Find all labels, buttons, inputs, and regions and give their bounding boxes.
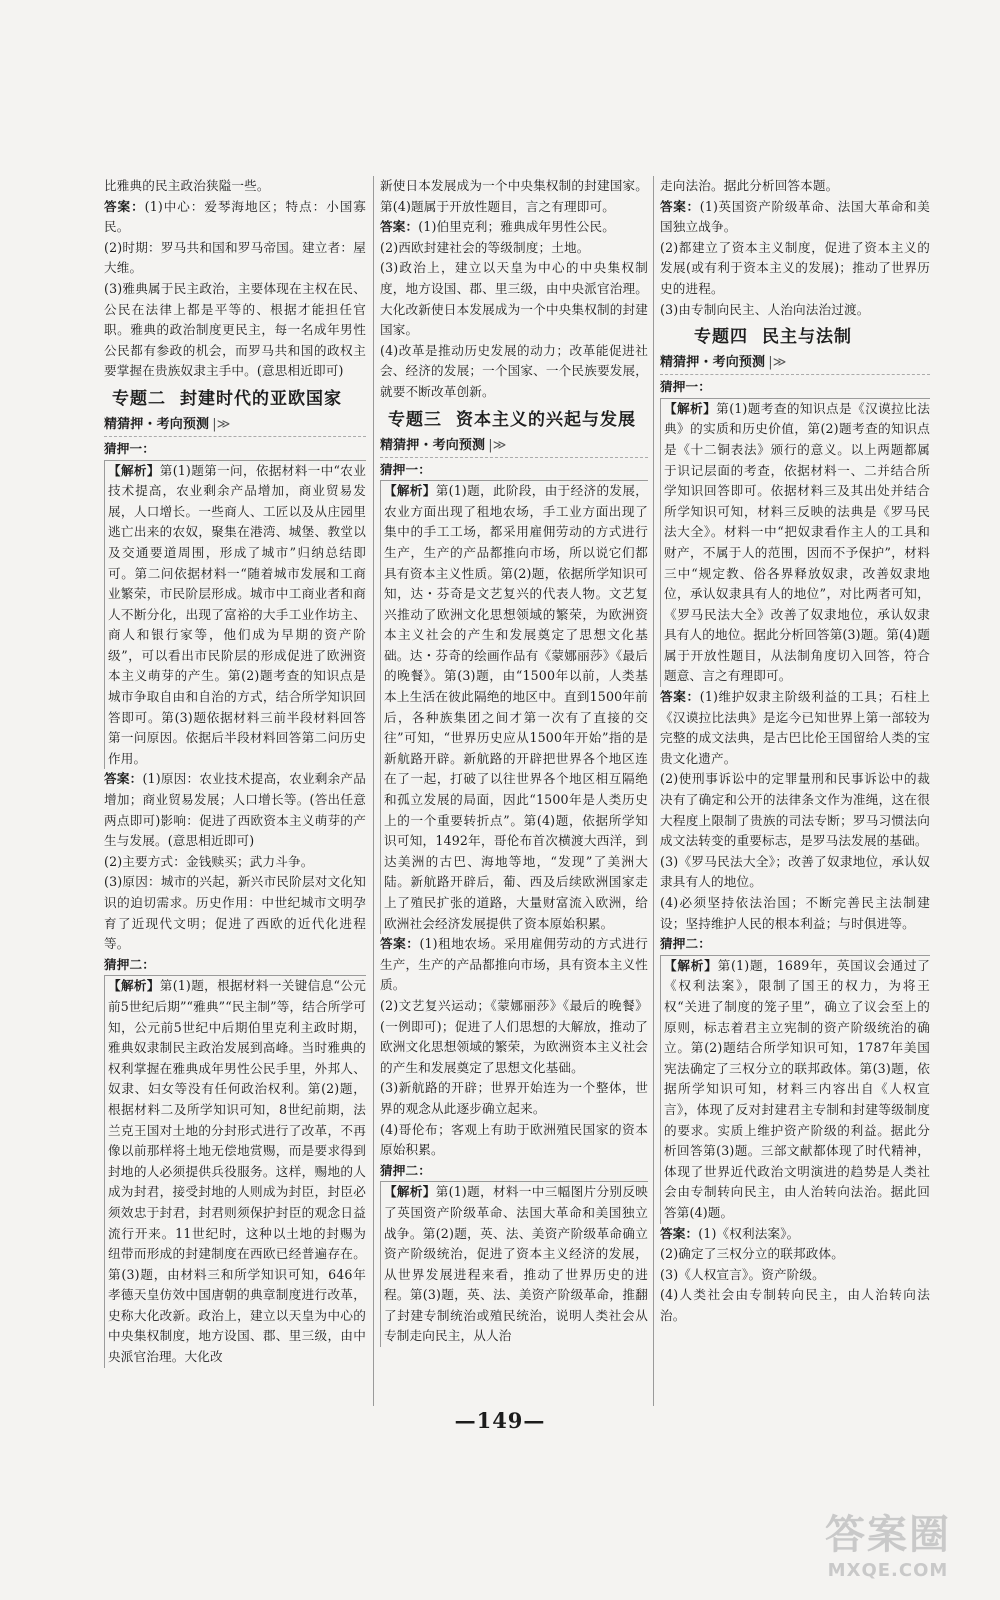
answer-block [380,934,648,996]
answer-block [104,769,366,851]
section-heading [694,324,930,350]
guess-label: 猜押一： [380,461,431,477]
banner-arrow-icon: |≫ [768,355,787,371]
section-number: 专题四 [694,327,748,348]
analysis-text: 第(1)题，此阶段，由于经济的发展，农业方面出现了租地农场，手工业方面出现了集中的手工工场，都采用雇佣劳动的方式进行生产，生产的产品都推向市场，所以说它们都具有资本主义性质。第(2)题，依据所学知识可知，达・芬奇是文艺复兴的代表人物。文艺复兴推动了欧洲文化思想领域的繁荣，为欧洲资本主义社会的产生和发展奠定了思想文化基础。达・芬奇的绘画作品有《蒙娜丽莎》《最后的晚餐》。第(3)题，由“1500年以前，人类基本上生活在彼此隔绝的地区中。直到1500年前后，各种族集团之间才第一次有了直接的交往”可知，“世界历史应从1500年开始”指的是新航路开辟。新航路的开辟把世界各个地区连在了一起，打破了以往世界各个地区相互隔绝和孤立发展的局面，因此“1500年是人类历史上的一个重要转折点”。第(4)题，依据所学知识可知，1492年，哥伦布首次横渡大西洋，到达美洲的古巴、海地等地，“发现”了美洲大陆。新航路开辟后，葡、西及后续欧洲国家走上了殖民扩张的道路，大量财富流入欧洲，给欧洲社会经济发展提供了资本原始积累。 [384,483,648,931]
answer-block [660,687,930,769]
analysis-label: 【解析】 [664,957,718,973]
answer-item: (3)原因：城市的兴起，新兴市民阶层对文化知识的迫切需求。历史作用：中世纪城市文明孕育了近现代文明；促进了西欧的近代化进程等。 [104,874,366,952]
answer-item: (1)租地农场。采用雇佣劳动的方式进行生产，生产的产品都推向市场，具有资本主义性质。 [380,936,648,993]
section-number: 专题二 [112,388,166,409]
answer-label: 答案： [104,198,145,214]
text-continued: 走向法治。据此分析回答本题。 [660,178,839,193]
answer-item: (1)英国资产阶级革命、法国大革命和美国独立战争。 [660,198,930,235]
answer-item: (1)维护奴隶主阶级利益的工具；石柱上《汉谟拉比法典》是迄今已知世界上第一部较为完整的成文法典，是古巴比伦王国留给人类的宝贵文化遗产。 [660,689,930,766]
guess-label: 猜押二： [380,1162,431,1178]
column-divider [653,176,654,1406]
banner-label: 精猜押・考向预测 [380,437,486,453]
answer-item: (1)原因：农业技术提高，农业剩余产品增加；商业贸易发展；人口增长等。(答出任意两点即可)影响：促进了西欧资本主义萌芽的产生与发展。(意思相近即可) [104,771,366,849]
answer-item: (3)雅典属于民主政治，主要体现在主权在民、公民在法律上都是平等的、根据才能担任官职。雅典的政治制度更民主，每一名成年男性公民都有参政的机会，而罗马共和国的政权主要掌握在贵族奴隶主手中。(意思相近即可) [104,280,366,379]
analysis-block [660,955,930,1224]
column-divider [373,176,374,1406]
answer-item: (1)中心：爱琴海地区；特点：小国寡民。 [104,198,366,235]
answer-label: 答案： [380,219,419,235]
answer-item: (2)确定了三权分立的联邦政体。 [660,1246,844,1262]
answer-item: (4)必须坚持依法治国；不断完善民主法制建设；坚持维护人民的根本利益；与时俱进等。 [660,895,930,931]
guess-label: 猜押一： [660,379,711,395]
analysis-label: 【解析】 [664,400,717,416]
guess-label: 猜押一： [104,440,155,456]
answer-block [660,197,930,238]
column-2 [380,176,648,1347]
answer-item: (4)哥伦布；客观上有助于欧洲殖民国家的资本原始积累。 [380,1121,648,1158]
analysis-text: 第(1)题，材料一中三幅图片分别反映了英国资产阶级革命、法国大革命和美国独立战争。第(2)题，英、法、美资产阶级革命确立资产阶级统治，促进了资本主义经济的发展，从世界发展进程来看，推动了世界历史的进程。第(3)题，英、法、美资产阶级革命，推翻了封建专制统治或殖民统治，说明人类社会从专制走向民主，从人治 [384,1184,648,1344]
analysis-block [104,975,366,1367]
answer-label: 答案： [660,1225,699,1241]
guess-label: 猜押二： [660,936,711,952]
analysis-text: 第(1)题考查的知识点是《汉谟拉比法典》的实质和历史价值，第(2)题考查的知识点是《十二铜表法》颁行的意义。以上两题都属于识记层面的考查，依据材料一、二并结合所学知识回答即可。依据材料三及其出处并结合所学知识可知，材料三反映的法典是《罗马民法大全》。材料一中“把奴隶看作主人的工具和财产，不属于人的范围，因而不予保护”，材料三中“规定教、俗各界释放奴隶，改善奴隶地位，承认奴隶具有人的地位”，对比两者可知，《罗马民法大全》改善了奴隶地位，承认奴隶具有人的地位。据此分析回答第(3)题。第(4)题属于开放性题目，从法制角度切入回答，符合题意、言之有理即可。 [664,400,930,684]
section-heading [388,407,648,433]
answer-block [660,1224,930,1245]
banner-label: 精猜押・考向预测 [660,355,766,371]
analysis-label: 【解析】 [108,978,160,994]
answer-label: 答案： [660,198,700,214]
page-number: —149— [454,1408,546,1433]
answer-item: (2)使刑事诉讼中的定罪量刑和民事诉讼中的裁决有了确定和公开的法律条文作为准绳，这在很大程度上限制了贵族的司法专断；罗马习惯法向成文法转变的重要标志，是罗马法发展的基础。 [660,771,930,849]
banner-arrow-icon: |≫ [212,416,231,432]
watermark-sub: MXQE.COM [827,1560,949,1581]
analysis-block [380,1181,648,1347]
analysis-label: 【解析】 [384,1184,436,1200]
analysis-text: 第(1)题，1689年，英国议会通过了《权利法案》，限制了国王的权力，为将王权“关进了制度的笼子里”，确立了议会至上的原则，标志着君主立宪制的资产阶级统治的确立。第(2)题结合所学知识可知，1787年美国宪法确定了三权分立的联邦政体。第(3)题，依据所学知识可知，材料三内容出自《人权宣言》，体现了反对封建君主专制和封建等级制度的要求。实质上维护资产阶级的利益。据此分析回答第(3)题。三部文献都体现了时代精神，体现了世界近代政治文明演进的趋势是人类社会由专制转向民主，由人治转向法治。据此回答第(4)题。 [664,957,930,1220]
analysis-text: 第(1)题，根据材料一关键信息“公元前5世纪后期”“雅典”“民主制”等，结合所学可知，公元前5世纪中后期伯里克利主政时期，雅典奴隶制民主政治发展到高峰。当时雅典的权利掌握在雅典成年男性公民手里，外邦人、奴隶、妇女等没有任何政治权利。第(2)题，根据材料二及所学知识可知，8世纪前期，法兰克王国对土地的分封形式进行了改革，不再像以前那样将土地无偿地赏赐，而是要求得到封地的人必须提供兵役服务。这样，赐地的人成为封君，接受封地的人则成为封臣，封臣必须效忠于封君，封君则须保护封臣的观念日益流行开来。11世纪时，这种以土地的封赐为纽带而形成的封建制度在西欧已经普遍存在。第(3)题，由材料三和所学知识可知，646年孝德天皇仿效中国唐朝的典章制度进行改革，史称大化改新。政治上，建立以天皇为中心的中央集权制度，地方设国、郡、里三级，由中央派官治理。大化改 [108,978,366,1365]
answer-item: (2)都建立了资本主义制度，促进了资本主义的发展(或有利于资本主义的发展)；推动了世界历史的进程。 [660,239,930,296]
analysis-label: 【解析】 [108,462,160,478]
analysis-label: 【解析】 [384,483,436,499]
answer-item: (3)《罗马民法大全》；改善了奴隶地位，承认奴隶具有人的地位。 [660,853,930,890]
section-heading [112,386,366,412]
answer-item: (3)《人权宣言》。资产阶级。 [660,1266,825,1282]
answer-item: (4)人类社会由专制转向民主，由人治转向法治。 [660,1287,930,1323]
analysis-block [104,460,366,770]
section-title: 民主与法制 [762,327,852,348]
answer-item: (1)《权利法案》。 [698,1225,800,1241]
answer-item: (2)主要方式：金钱赎买；武力斗争。 [104,853,314,869]
answer-item: (2)时期：罗马共和国和罗马帝国。建立者：屋大维。 [104,239,366,276]
answer-item: (3)政治上，建立以天皇为中心的中央集权制度，地方设国、郡、里三级，由中央派官治理。大化改新使日本发展成为一个中央集权制的封建国家。 [380,260,648,338]
answer-block [104,197,366,238]
answer-item: (3)新航路的开辟；世界开始连为一个整体，世界的观念从此逐步确立起来。 [380,1080,648,1116]
answer-block [380,217,648,238]
analysis-block [380,480,648,934]
section-banner [104,414,366,437]
section-banner [660,352,930,375]
banner-arrow-icon: |≫ [488,437,507,453]
section-banner [380,435,648,458]
answer-item: (2)西欧封建社会的等级制度；土地。 [380,239,590,255]
column-3 [660,176,930,1326]
section-title: 资本主义的兴起与发展 [456,409,636,430]
text-continued: 新使日本发展成为一个中央集权制的封建国家。第(4)题属于开放性题目，言之有理即可。 [380,178,648,214]
answer-item: (2)文艺复兴运动；《蒙娜丽莎》《最后的晚餐》(一例即可)；促进了人们思想的大解放，推动了欧洲文化思想领域的繁荣，为欧洲资本主义社会的产生和发展奠定了思想文化基础。 [380,997,648,1075]
answer-label: 答案： [380,936,420,952]
answer-item: (1)伯里克利；雅典成年男性公民。 [418,219,615,235]
answer-label: 答案： [660,689,700,705]
answer-item: (4)改革是推动历史发展的动力；改革能促进社会、经济的发展；一个国家、一个民族要发展，就要不断改革创新。 [380,342,648,399]
answer-label: 答案： [104,771,143,787]
column-1 [104,176,366,1368]
watermark-main: 答案圈 [825,1512,951,1558]
analysis-block [660,398,930,687]
text-intro: 比雅典的民主政治狭隘一些。 [104,178,270,193]
answer-item: (3)由专制向民主、人治向法治过渡。 [660,301,870,317]
section-number: 专题三 [388,409,442,430]
section-title: 封建时代的亚欧国家 [180,388,342,409]
watermark-logo [808,1510,968,1590]
analysis-text: 第(1)题第一问，依据材料一中“农业技术提高，农业剩余产品增加，商业贸易发展，人口增长。一些商人、工匠以及从庄园里逃亡出来的农奴，聚集在港湾、城堡、教堂以及交通要道周围，形成了城市”归纳总结即可。第二问依据材料一“随着城市发展和工商业繁荣，市民阶层形成。城市中工商业者和商人不断分化，出现了富裕的大手工业作坊主、商人和银行家等，他们成为早期的资产阶级”，可以看出市民阶层的形成促进了欧洲资本主义萌芽的产生。第(2)题考查的知识点是城市争取自由和自治的方式，结合所学知识回答即可。第(3)题依据材料三前半段材料回答第一问原因。依据后半段材料回答第二问历史作用。 [108,462,366,766]
guess-label: 猜押二： [104,956,155,972]
banner-label: 精猜押・考向预测 [104,416,210,432]
